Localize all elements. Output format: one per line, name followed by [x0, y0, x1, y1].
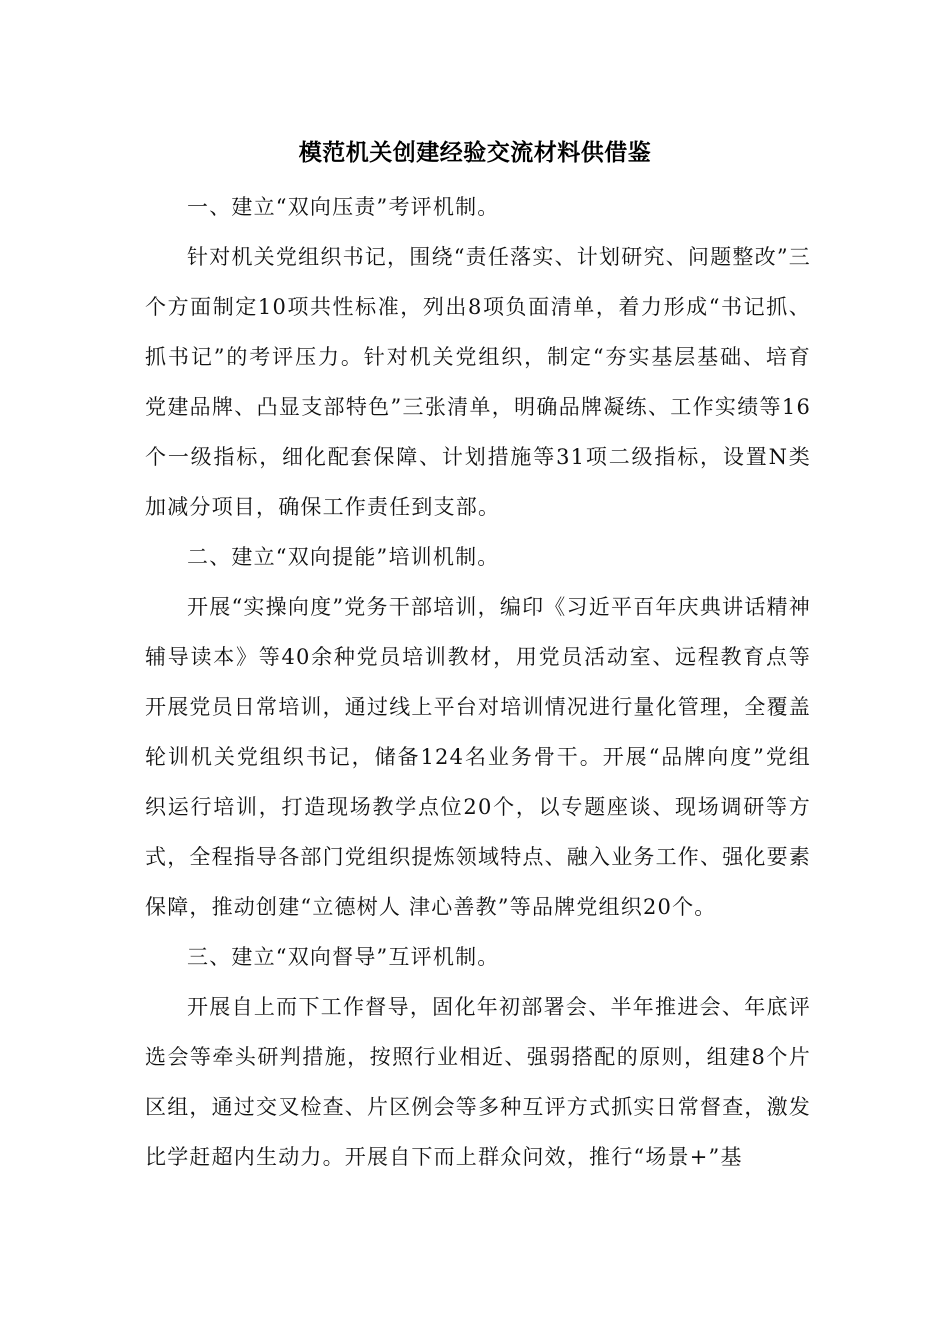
- document-title: 模范机关创建经验交流材料供借鉴: [298, 139, 652, 166]
- section-heading-2: 二、建立“双向提能”培训机制。: [187, 545, 500, 569]
- paragraph-3: 开展自上而下工作督导，固化年初部署会、半年推进会、年底评选会等牵头研判措施，按照行业相近、强弱搭配的原则，组建8个片区组，通过交叉检查、片区例会等多种互评方式抓实日常督查，激发比学赶超内生动力。开展自下而上群众问效，推行“场景+”基: [145, 995, 811, 1169]
- section-heading-3: 三、建立“双向督导”互评机制。: [187, 945, 500, 969]
- document-body: [145, 182, 811, 1182]
- section-heading-1: 一、建立“双向压责”考评机制。: [187, 195, 500, 219]
- paragraph-2: 开展“实操向度”党务干部培训，编印《习近平百年庆典讲话精神辅导读本》等40余种党员培训教材，用党员活动室、远程教育点等开展党员日常培训，通过线上平台对培训情况进行量化管理，全覆盖轮训机关党组织书记，储备124名业务骨干。开展“品牌向度”党组织运行培训，打造现场教学点位20个，以专题座谈、现场调研等方式，全程指导各部门党组织提炼领域特点、融入业务工作、强化要素保障，推动创建“立德树人 津心善教”等品牌党组织20个。: [145, 595, 811, 919]
- paragraph-1: 针对机关党组织书记，围绕“责任落实、计划研究、问题整改”三个方面制定10项共性标准，列出8项负面清单，着力形成“书记抓、抓书记”的考评压力。针对机关党组织，制定“夯实基层基础、培育党建品牌、凸显支部特色”三张清单，明确品牌凝练、工作实绩等16个一级指标，细化配套保障、计划措施等31项二级指标，设置N类加减分项目，确保工作责任到支部。: [145, 245, 811, 519]
